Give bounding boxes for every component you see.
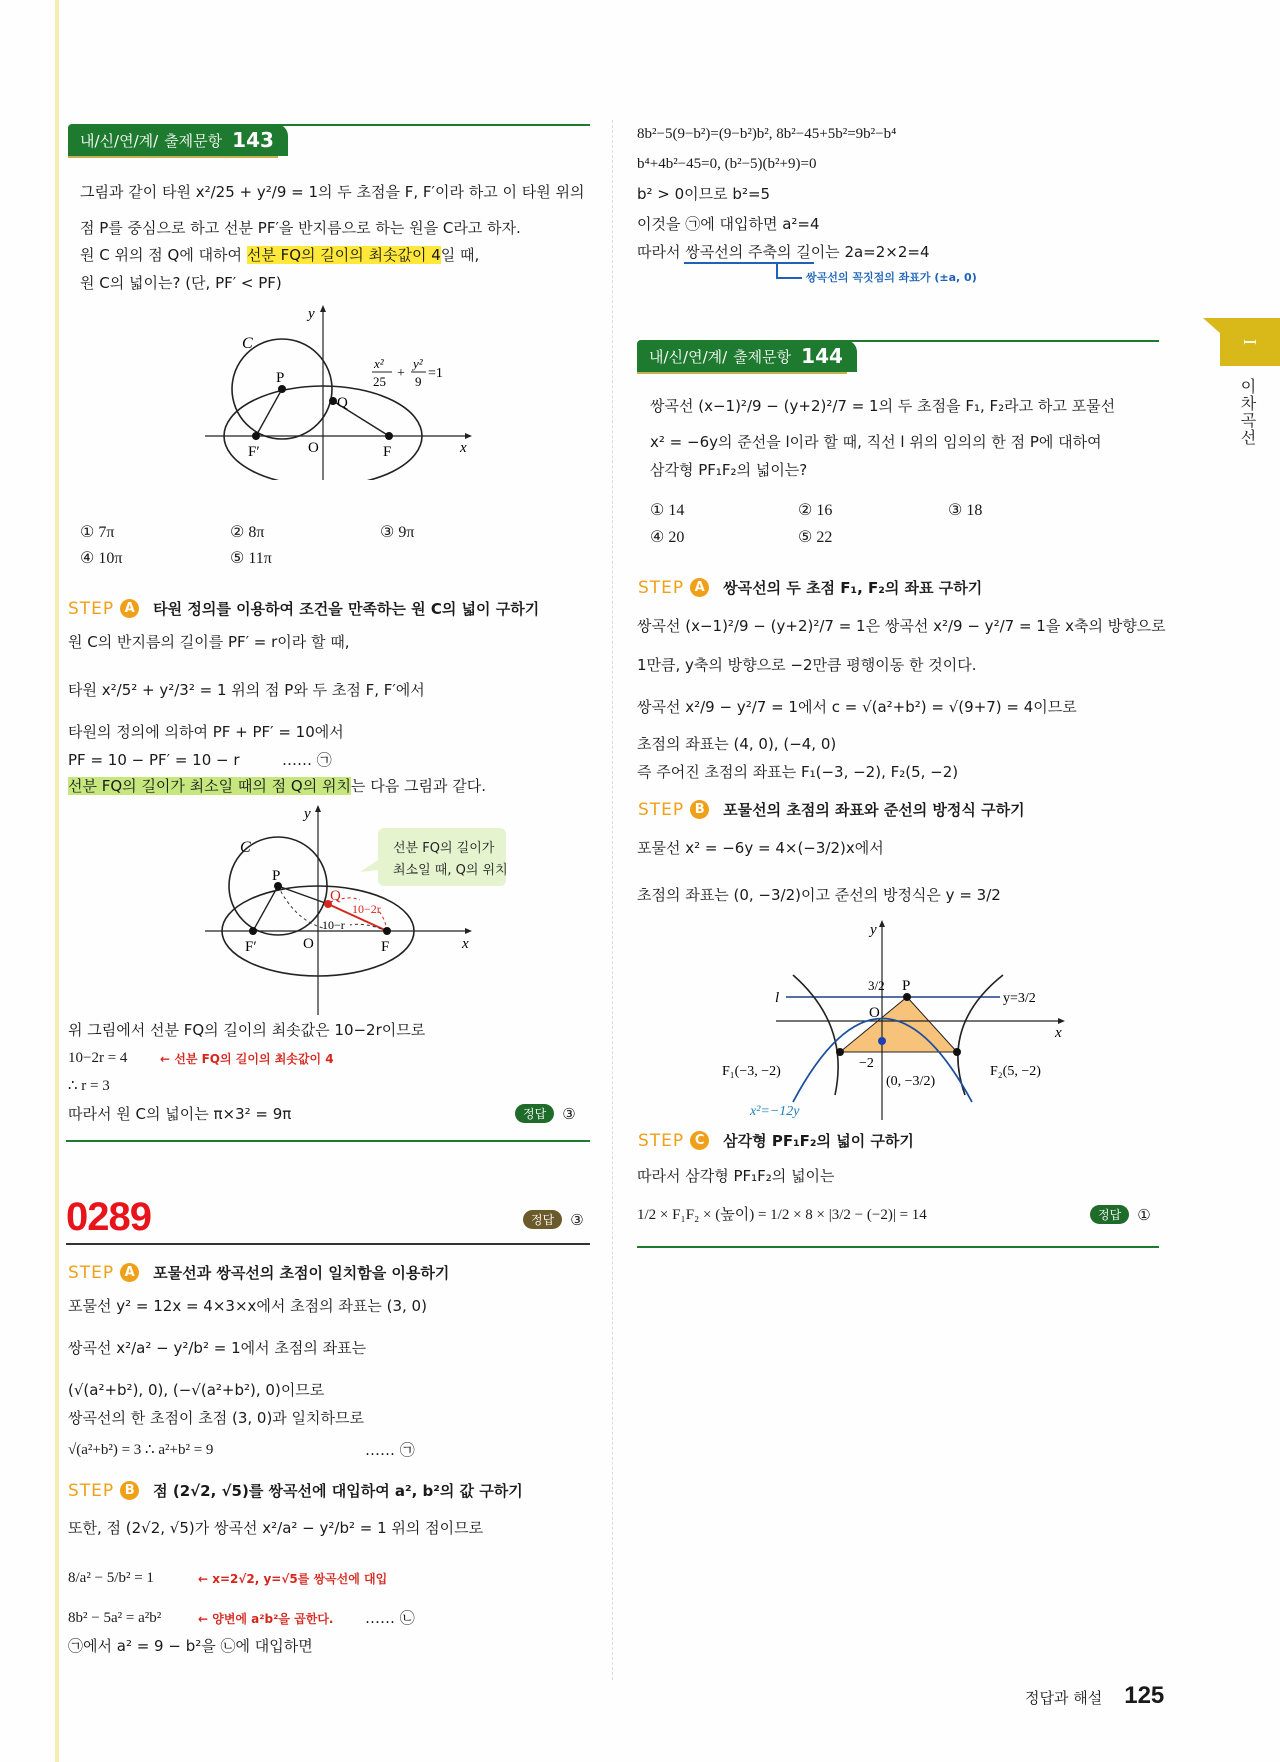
header-underline: [68, 156, 278, 158]
column-divider: [612, 120, 613, 1680]
svg-text:x²=−12y: x²=−12y: [750, 1104, 800, 1119]
solution-line: ∴ r = 3: [68, 1078, 110, 1094]
svg-text:O: O: [869, 1005, 880, 1021]
hyperbola-parabola-figure: [700, 915, 1080, 1120]
problem-number: 144: [801, 344, 843, 368]
svg-text:=1: =1: [428, 366, 443, 381]
solution-line: 초점의 좌표는 (0, −3/2)이고 준선의 방정식은 y = 3/2: [637, 886, 1001, 904]
choice-2[interactable]: ② 16: [798, 502, 833, 519]
ellipse-circle-figure-2: [190, 800, 530, 1015]
solution-line: ㉠에서 a² = 9 − b²을 ㉡에 대입하면: [68, 1637, 313, 1655]
answer-label: 정답: [515, 1104, 554, 1123]
header-label: 출제문항: [733, 347, 792, 366]
solution-line: 8b²−5(9−b²)=(9−b²)b², 8b²−45+5b²=9b²−b⁴: [637, 126, 897, 142]
choice-2[interactable]: ② 8π: [230, 524, 265, 541]
header-underline: [637, 372, 847, 374]
svg-text:x: x: [462, 936, 469, 952]
header-label: 출제문항: [164, 131, 223, 150]
equation-marker: …… ㉠: [365, 1441, 415, 1459]
choice-5[interactable]: ⑤ 11π: [230, 550, 272, 567]
equation-marker: …… ㉠: [282, 751, 332, 769]
section-divider: [66, 1140, 590, 1142]
step-a-heading: STEP A 타원 정의를 이용하여 조건을 만족하는 원 C의 넓이 구하기: [68, 598, 540, 619]
solution-line: 초점의 좌표는 (4, 0), (−4, 0): [637, 735, 837, 753]
equation-marker: …… ㉡: [365, 1609, 415, 1627]
svg-text:l: l: [775, 990, 780, 1006]
page-edge-stripe: [55, 0, 59, 1762]
solution-line: 쌍곡선 x²/9 − y²/7 = 1에서 c = √(a²+b²) = √(9+7) = 4이므로: [637, 698, 1077, 716]
annotation-red: ← 선분 FQ의 길이의 최솟값이 4: [160, 1052, 334, 1066]
annotation-blue: 쌍곡선의 꼭짓점의 좌표가 (±a, 0): [806, 271, 977, 284]
annotation-red: ← 양변에 a²b²을 곱한다.: [198, 1612, 334, 1626]
solution-line: 따라서 삼각형 PF₁F₂의 넓이는: [637, 1167, 835, 1185]
solution-line: 8b² − 5a² = a²b²: [68, 1610, 162, 1626]
svg-text:F₁(−3, −2): F₁(−3, −2): [722, 1064, 781, 1079]
svg-text:3/2: 3/2: [868, 978, 885, 993]
solution-line: 쌍곡선 x²/a² − y²/b² = 1에서 초점의 좌표는: [68, 1339, 367, 1357]
svg-text:F: F: [381, 939, 390, 955]
step-letter-badge: A: [690, 578, 709, 597]
step-a-heading: STEP A 포물선과 쌍곡선의 초점이 일치함을 이용하기: [68, 1262, 450, 1283]
svg-text:x: x: [1055, 1025, 1062, 1041]
choice-3[interactable]: ③ 18: [948, 502, 983, 519]
svg-text:9: 9: [415, 374, 422, 389]
answer-badge: [515, 1104, 576, 1123]
svg-text:y: y: [304, 806, 311, 822]
highlight-green: 선분 FQ의 길이가 최소일 때의 점 Q의 위치: [68, 777, 351, 795]
solution-line: b² > 0이므로 b²=5: [637, 185, 771, 203]
step-a-heading: STEP A 쌍곡선의 두 초점 F₁, F₂의 좌표 구하기: [638, 577, 983, 598]
svg-text:y=3/2: y=3/2: [1003, 991, 1036, 1006]
header-tag: [68, 124, 288, 156]
svg-text:Q: Q: [330, 888, 341, 904]
choice-1[interactable]: ① 14: [650, 502, 685, 519]
question-line-1: 그림과 같이 타원 x²/25 + y²/9 = 1의 두 초점을 F, F′이라 하고 이 타원 위의: [80, 183, 585, 201]
question-line-3: 원 C 위의 점 Q에 대하여 선분 FQ의 길이의 최솟값이 4일 때,: [80, 246, 480, 264]
solution-line: √(a²+b²) = 3 ∴ a²+b² = 9: [68, 1442, 214, 1458]
header-tag: [637, 340, 857, 372]
svg-text:(0, −3/2): (0, −3/2): [886, 1074, 936, 1089]
pointer-line: [776, 264, 778, 278]
choice-5[interactable]: ⑤ 22: [798, 529, 833, 546]
solution-line: 원 C의 반지름의 길이를 PF′ = r이라 할 때,: [68, 633, 350, 651]
header-series: 내/신/연/계/: [80, 131, 159, 150]
answer-value: ③: [562, 1104, 576, 1123]
question-line-2: x² = −6y의 준선을 l이라 할 때, 직선 l 위의 임의의 한 점 P에 대하여: [650, 433, 1102, 451]
svg-text:O: O: [308, 440, 319, 456]
answer-badge: [1090, 1205, 1151, 1224]
header-rule: [268, 124, 590, 126]
answer-value: ①: [1137, 1205, 1151, 1224]
svg-text:C: C: [240, 839, 251, 856]
solution-line: 포물선 y² = 12x = 4×3×x에서 초점의 좌표는 (3, 0): [68, 1297, 427, 1315]
solution-line: 따라서 원 C의 넓이는 π×3² = 9π: [68, 1105, 292, 1123]
solution-line: 이것을 ㉠에 대입하면 a²=4: [637, 215, 820, 233]
svg-text:선분 FQ의 길이가: 선분 FQ의 길이가: [393, 841, 495, 856]
solution-line: 쌍곡선의 한 초점이 초점 (3, 0)과 일치하므로: [68, 1409, 365, 1427]
svg-text:x²: x²: [374, 356, 384, 371]
solution-line: 포물선 x² = −6y = 4×(−3/2)x에서: [637, 839, 884, 857]
underline-blue: [684, 262, 814, 264]
step-c-heading: STEP C 삼각형 PF₁F₂의 넓이 구하기: [638, 1130, 914, 1151]
section-divider: [637, 1246, 1159, 1248]
chapter-title: 이차곡선: [1238, 378, 1257, 446]
solution-line: 타원의 정의에 의하여 PF + PF′ = 10에서: [68, 723, 344, 741]
svg-text:−2: −2: [859, 1056, 874, 1071]
svg-text:F₂(5, −2): F₂(5, −2): [990, 1064, 1041, 1079]
svg-text:F′: F′: [245, 939, 257, 955]
answer-label: 정답: [1090, 1205, 1129, 1224]
svg-text:10−2r: 10−2r: [352, 902, 381, 916]
ellipse-circle-figure-1: [190, 300, 510, 480]
chapter-numeral: I: [1240, 339, 1260, 345]
step-letter-badge: C: [690, 1131, 709, 1150]
svg-text:C: C: [242, 335, 253, 352]
svg-text:Q: Q: [337, 395, 348, 411]
solution-line: b⁴+4b²−45=0, (b²−5)(b²+9)=0: [637, 156, 817, 172]
step-letter-badge: A: [120, 599, 139, 618]
choice-4[interactable]: ④ 10π: [80, 550, 123, 567]
problem-number-0289: 0289: [66, 1195, 151, 1239]
question-line-1: 쌍곡선 (x−1)²/9 − (y+2)²/7 = 1의 두 초점을 F₁, F₂라고 하고 포물선: [650, 397, 1116, 415]
svg-text:x: x: [460, 440, 467, 456]
question-line-4: 원 C의 넓이는? (단, PF′ < PF): [80, 274, 282, 292]
annotation-red: ← x=2√2, y=√5를 쌍곡선에 대입: [198, 1572, 388, 1586]
svg-text:10−r: 10−r: [322, 918, 345, 932]
solution-line: 위 그림에서 선분 FQ의 길이의 최솟값은 10−2r이므로: [68, 1021, 426, 1039]
side-tab-notch: [1203, 318, 1221, 334]
svg-text:y²: y²: [413, 356, 423, 371]
solution-line: (√(a²+b²), 0), (−√(a²+b²), 0)이므로: [68, 1381, 325, 1399]
choice-4[interactable]: ④ 20: [650, 529, 685, 546]
step-letter-badge: B: [690, 800, 709, 819]
solution-line: 8/a² − 5/b² = 1: [68, 1570, 154, 1586]
svg-text:F′: F′: [248, 444, 260, 460]
svg-text:O: O: [303, 936, 314, 952]
choice-1[interactable]: ① 7π: [80, 524, 115, 541]
solution-line: 즉 주어진 초점의 좌표는 F₁(−3, −2), F₂(5, −2): [637, 763, 959, 781]
answer-value: ③: [570, 1210, 584, 1229]
svg-text:P: P: [276, 370, 285, 386]
solution-line: 따라서 쌍곡선의 주축의 길이는 2a=2×2=4: [637, 243, 930, 261]
chapter-tab[interactable]: [1220, 318, 1280, 366]
pointer-line: [776, 277, 802, 279]
step-b-heading: STEP B 점 (2√2, √5)를 쌍곡선에 대입하여 a², b²의 값 구하기: [68, 1480, 523, 1501]
svg-text:25: 25: [373, 374, 386, 389]
problem-number: 143: [232, 128, 274, 152]
section-divider: [66, 1243, 590, 1245]
question-line-3: 삼각형 PF₁F₂의 넓이는?: [650, 461, 808, 479]
footer-label: 정답과 해설: [1025, 1689, 1103, 1707]
svg-text:y: y: [308, 306, 315, 322]
question-line-2: 점 P를 중심으로 하고 선분 PF′을 반지름으로 하는 원을 C라고 하자.: [80, 219, 521, 237]
svg-text:y: y: [870, 922, 877, 938]
problem-144-header: [637, 340, 1159, 372]
svg-text:최소일 때, Q의 위치: 최소일 때, Q의 위치: [393, 863, 508, 878]
choice-3[interactable]: ③ 9π: [380, 524, 415, 541]
header-series: 내/신/연/계/: [649, 347, 728, 366]
solution-line: 1/2 × F₁F₂ × (높이) = 1/2 × 8 × |3/2 − (−2)| = 14: [637, 1207, 927, 1223]
svg-text:P: P: [272, 868, 281, 884]
solution-line: 쌍곡선 (x−1)²/9 − (y+2)²/7 = 1은 쌍곡선 x²/9 − y²/7 = 1을 x축의 방향으로: [637, 617, 1166, 635]
solution-line: 또한, 점 (2√2, √5)가 쌍곡선 x²/a² − y²/b² = 1 위의 점이므로: [68, 1519, 484, 1537]
highlight-yellow: 선분 FQ의 길이의 최솟값이 4: [246, 246, 441, 264]
page-footer: [1025, 1682, 1164, 1710]
step-letter-badge: A: [120, 1263, 139, 1282]
solution-line: 선분 FQ의 길이가 최소일 때의 점 Q의 위치는 다음 그림과 같다.: [68, 777, 486, 795]
svg-text:P: P: [902, 978, 911, 994]
answer-badge: [523, 1210, 584, 1229]
header-rule: [837, 340, 1159, 342]
solution-line: 10−2r = 4: [68, 1050, 128, 1066]
step-letter-badge: B: [120, 1481, 139, 1500]
svg-text:F: F: [383, 444, 392, 460]
solution-line: 타원 x²/5² + y²/3² = 1 위의 점 P와 두 초점 F, F′에서: [68, 681, 425, 699]
solution-line: PF = 10 − PF′ = 10 − r: [68, 751, 240, 769]
page-number: 125: [1124, 1682, 1165, 1709]
answer-label: 정답: [523, 1210, 562, 1229]
step-b-heading: STEP B 포물선의 초점의 좌표와 준선의 방정식 구하기: [638, 799, 1025, 820]
solution-line: 1만큼, y축의 방향으로 −2만큼 평행이동 한 것이다.: [637, 656, 977, 674]
svg-text:+: +: [397, 366, 405, 381]
problem-143-header: [68, 124, 590, 156]
